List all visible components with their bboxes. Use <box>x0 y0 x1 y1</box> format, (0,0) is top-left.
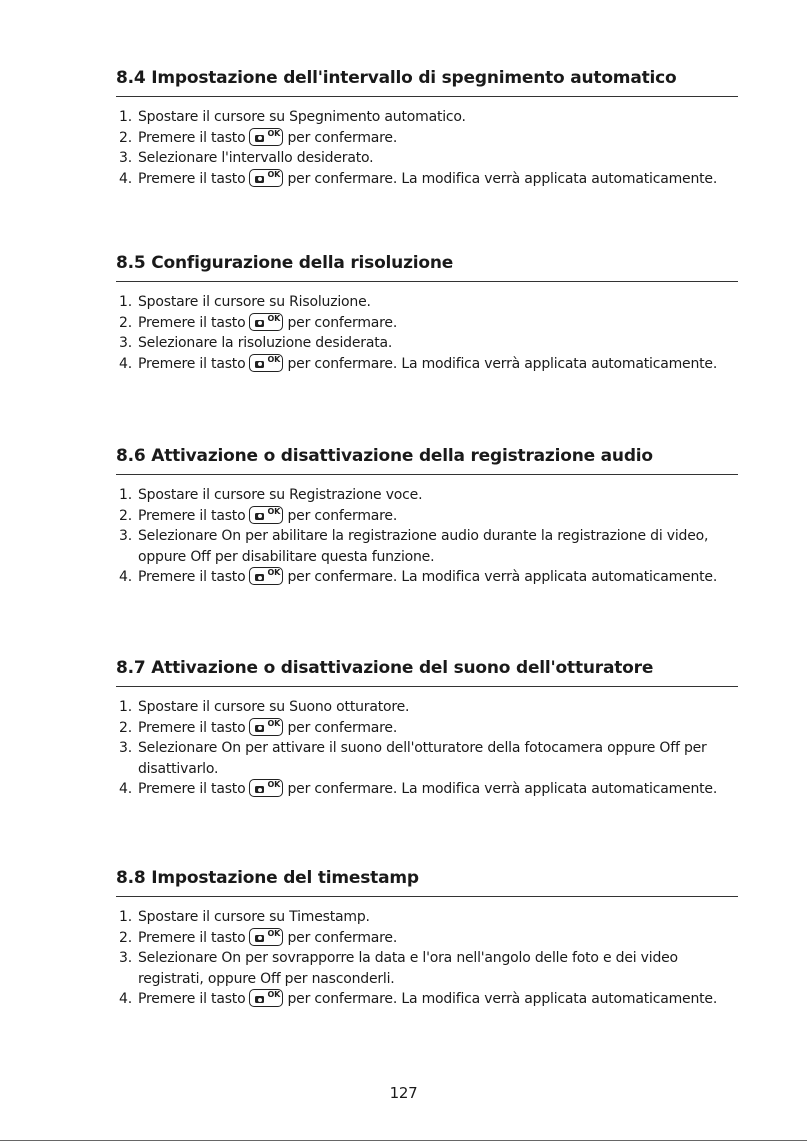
camera-ok-button-icon: OK <box>249 169 283 187</box>
section-heading: 8.4 Impostazione dell'intervallo di spegnimento automatico <box>116 66 738 97</box>
bottom-divider <box>0 1140 807 1141</box>
list-item: 1. Spostare il cursore su Risoluzione. <box>119 294 371 310</box>
camera-ok-button-icon: OK <box>249 928 283 946</box>
list-item: 2. Premere il tasto OK per confermare. <box>119 128 398 146</box>
list-item: 2. Premere il tasto OK per confermare. <box>119 718 398 736</box>
list-item: 1. Spostare il cursore su Registrazione voce. <box>119 487 423 503</box>
steps-list <box>116 485 738 588</box>
list-item: 3. Selezionare l'intervallo desiderato. <box>119 150 374 166</box>
page-number: 127 <box>389 1084 418 1102</box>
section-shutter-sound <box>116 656 738 800</box>
list-item: 1. Spostare il cursore su Suono otturatore. <box>119 699 410 715</box>
list-item: 4. Premere il tasto OK per confermare. La modifica verrà applicata automaticamente. <box>119 169 718 187</box>
list-item: 3. Selezionare la risoluzione desiderata. <box>119 335 393 351</box>
section-heading: 8.7 Attivazione o disattivazione del suono dell'otturatore <box>116 656 738 687</box>
steps-list <box>116 107 738 189</box>
list-item: 1. Spostare il cursore su Timestamp. <box>119 909 370 925</box>
camera-ok-button-icon: OK <box>249 128 283 146</box>
steps-list <box>116 907 738 1010</box>
list-item: 3. Selezionare On per attivare il suono dell'otturatore della fotocamera oppure Off per disattivarlo. <box>119 740 707 777</box>
section-heading: 8.6 Attivazione o disattivazione della registrazione audio <box>116 444 738 475</box>
list-item: 4. Premere il tasto OK per confermare. La modifica verrà applicata automaticamente. <box>119 990 718 1007</box>
section-auto-off <box>116 66 738 189</box>
section-heading: 8.8 Impostazione del timestamp <box>116 866 738 897</box>
camera-ok-button-icon: OK <box>249 313 283 331</box>
camera-ok-button-icon: OK <box>249 567 283 585</box>
list-item: 3. Selezionare On per sovrapporre la data e l'ora nell'angolo delle foto e dei video registrati, oppure Off per nasconderli. <box>119 950 678 987</box>
list-item: 2. Premere il tasto OK per confermare. <box>119 313 398 331</box>
list-item: 4. Premere il tasto OK per confermare. La modifica verrà applicata automaticamente. <box>119 354 718 372</box>
camera-ok-button-icon: OK <box>249 779 283 797</box>
list-item: 4. Premere il tasto OK per confermare. La modifica verrà applicata automaticamente. <box>119 780 718 797</box>
list-item: 3. Selezionare On per abilitare la registrazione audio durante la registrazione di video, oppure Off per disabilitare questa funzione. <box>119 528 709 565</box>
section-resolution <box>116 251 738 374</box>
section-audio-recording <box>116 444 738 588</box>
list-item: 4. Premere il tasto OK per confermare. La modifica verrà applicata automaticamente. <box>119 568 718 585</box>
steps-list <box>116 697 738 800</box>
list-item: 2. Premere il tasto OK per confermare. <box>119 506 398 524</box>
section-heading: 8.5 Configurazione della risoluzione <box>116 251 738 282</box>
list-item: 1. Spostare il cursore su Spegnimento automatico. <box>119 109 466 125</box>
camera-ok-button-icon: OK <box>249 718 283 736</box>
camera-ok-button-icon: OK <box>249 354 283 372</box>
steps-list <box>116 292 738 374</box>
list-item: 2. Premere il tasto OK per confermare. <box>119 928 398 946</box>
camera-ok-button-icon: OK <box>249 506 283 524</box>
camera-ok-button-icon: OK <box>249 989 283 1007</box>
section-timestamp <box>116 866 738 1010</box>
